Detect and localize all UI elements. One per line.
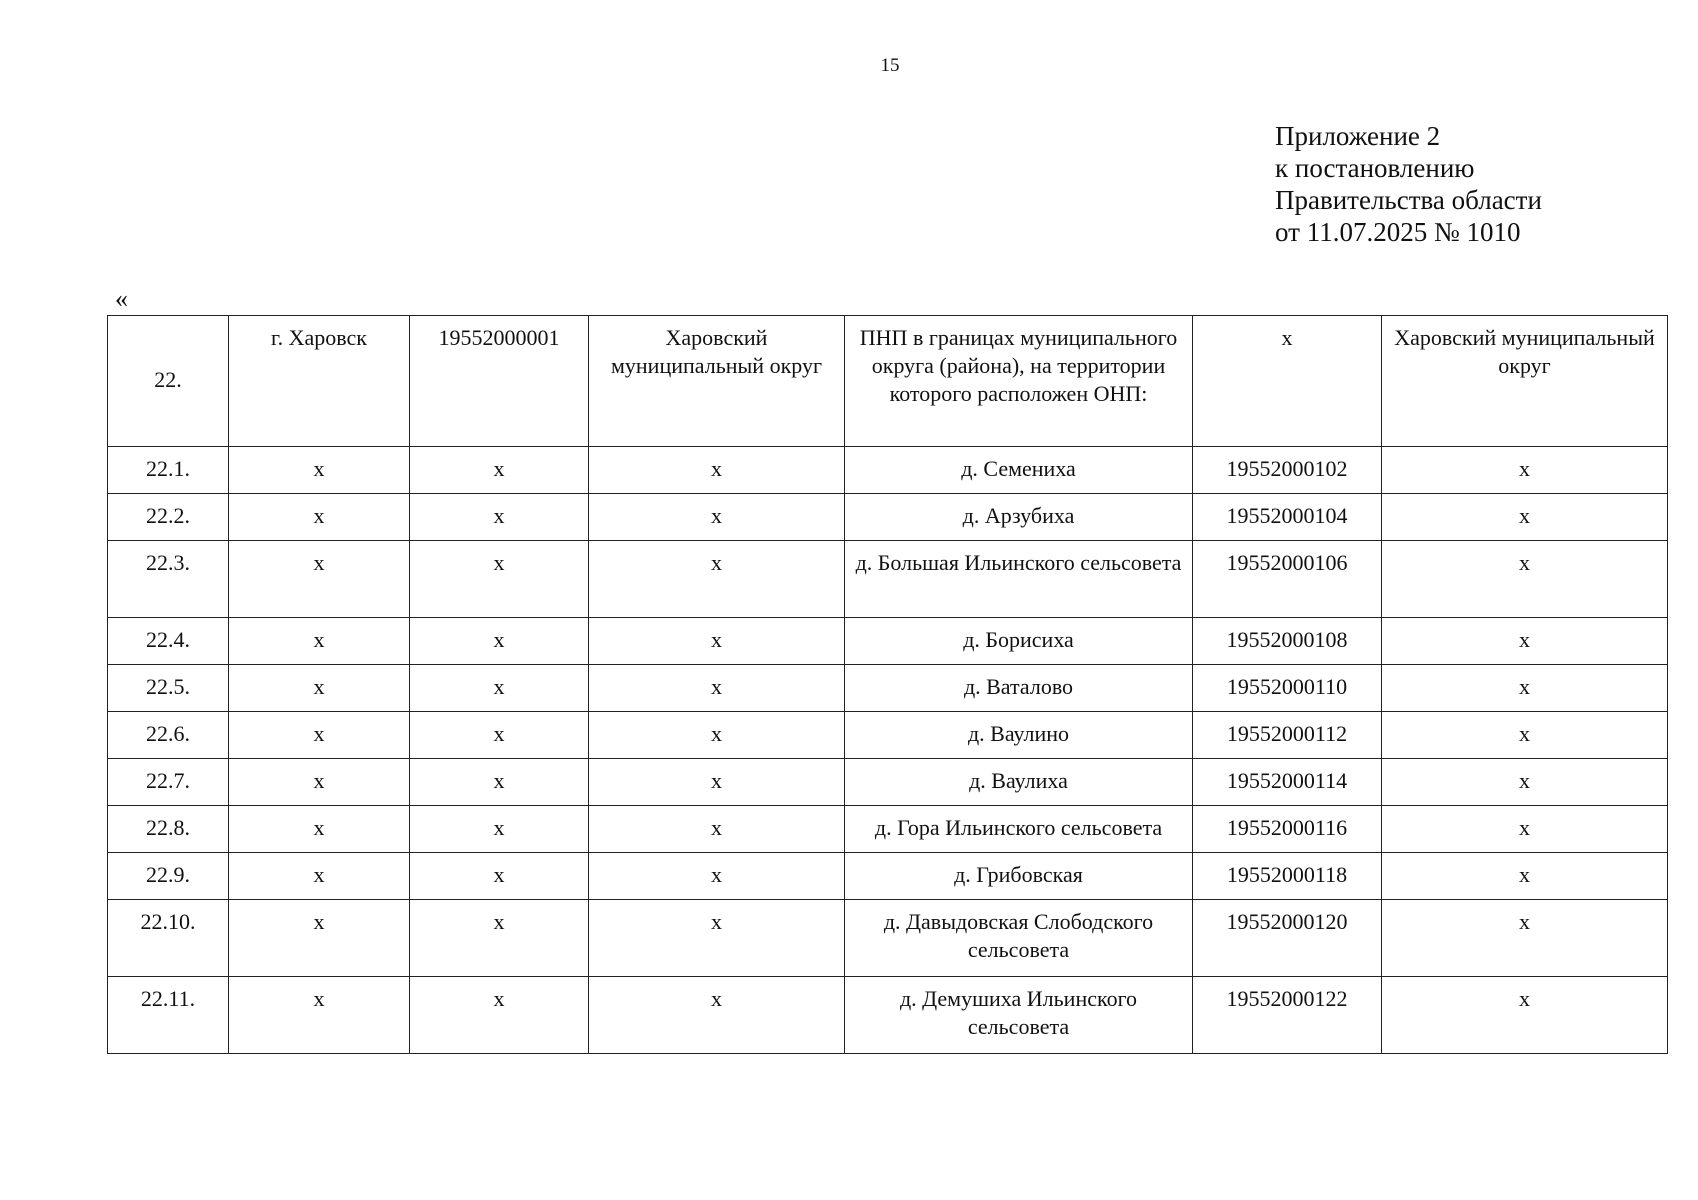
- code-cell: x: [410, 541, 589, 618]
- settlement-cell: x: [229, 665, 410, 712]
- row-number-cell: 22.1.: [108, 447, 229, 494]
- settlement-code-cell: 19552000114: [1193, 759, 1382, 806]
- row-number-cell: 22.11.: [108, 977, 229, 1054]
- district2-cell: x: [1382, 665, 1668, 712]
- row-number-cell: 22.7.: [108, 759, 229, 806]
- code-cell: 19552000001: [410, 316, 589, 447]
- code-cell: x: [410, 665, 589, 712]
- appendix-heading: [1275, 120, 1542, 248]
- row-number-cell: 22.6.: [108, 712, 229, 759]
- settlement-name-cell: д. Ваталово: [845, 665, 1193, 712]
- table-row: [108, 977, 1668, 1054]
- district2-cell: x: [1382, 900, 1668, 977]
- district2-cell: x: [1382, 806, 1668, 853]
- district-cell: x: [589, 494, 845, 541]
- row-number-cell: 22.9.: [108, 853, 229, 900]
- table-row: [108, 900, 1668, 977]
- district2-cell: x: [1382, 759, 1668, 806]
- district-cell: x: [589, 900, 845, 977]
- row-number-cell: 22.: [108, 316, 229, 447]
- settlement-code-cell: 19552000104: [1193, 494, 1382, 541]
- code-cell: x: [410, 806, 589, 853]
- code-cell: x: [410, 618, 589, 665]
- settlement-code-cell: 19552000116: [1193, 806, 1382, 853]
- settlement-name-cell: д. Давыдовская Слободского сельсовета: [845, 900, 1193, 977]
- settlement-cell: x: [229, 853, 410, 900]
- settlement-code-cell: 19552000118: [1193, 853, 1382, 900]
- appendix-line: к постановлению: [1275, 153, 1475, 183]
- district-cell: x: [589, 665, 845, 712]
- table-row: [108, 806, 1668, 853]
- district2-cell: x: [1382, 494, 1668, 541]
- table-row: [108, 541, 1668, 618]
- appendix-line: Правительства области: [1275, 185, 1542, 215]
- district-cell: x: [589, 447, 845, 494]
- settlement-name-cell: д. Семениха: [845, 447, 1193, 494]
- table-header-row: [108, 316, 1668, 447]
- settlement-name-cell: д. Гора Ильинского сельсовета: [845, 806, 1193, 853]
- row-number-cell: 22.10.: [108, 900, 229, 977]
- settlement-name-cell: д. Борисиха: [845, 618, 1193, 665]
- settlement-cell: x: [229, 618, 410, 665]
- table-row: [108, 447, 1668, 494]
- settlement-code-cell: 19552000112: [1193, 712, 1382, 759]
- district-cell: x: [589, 806, 845, 853]
- district2-cell: x: [1382, 977, 1668, 1054]
- settlement-cell: x: [229, 900, 410, 977]
- district2-cell: x: [1382, 447, 1668, 494]
- opening-quote: «: [115, 284, 128, 313]
- district-cell: x: [589, 977, 845, 1054]
- district-cell: Харовский муниципальный округ: [589, 316, 845, 447]
- table-row: [108, 618, 1668, 665]
- settlement-name-cell: д. Ваулино: [845, 712, 1193, 759]
- district-cell: x: [589, 853, 845, 900]
- settlement-name-cell: д. Ваулиха: [845, 759, 1193, 806]
- district-cell: x: [589, 618, 845, 665]
- row-number-cell: 22.2.: [108, 494, 229, 541]
- settlement-cell: x: [229, 977, 410, 1054]
- settlement-name-cell: д. Большая Ильинского сельсовета: [845, 541, 1193, 618]
- settlement-name-cell: д. Грибовская: [845, 853, 1193, 900]
- settlement-cell: x: [229, 712, 410, 759]
- code-cell: x: [410, 759, 589, 806]
- code-cell: x: [410, 900, 589, 977]
- pnp-code-cell: x: [1193, 316, 1382, 447]
- pnp-description-cell: ПНП в границах муниципального округа (района), на территории которого расположен ОНП:: [845, 316, 1193, 447]
- code-cell: x: [410, 853, 589, 900]
- code-cell: x: [410, 977, 589, 1054]
- district-cell: x: [589, 541, 845, 618]
- district2-cell: x: [1382, 712, 1668, 759]
- settlement-code-cell: 19552000122: [1193, 977, 1382, 1054]
- settlement-cell: x: [229, 541, 410, 618]
- settlement-code-cell: 19552000102: [1193, 447, 1382, 494]
- row-number-cell: 22.3.: [108, 541, 229, 618]
- settlement-cell: x: [229, 447, 410, 494]
- row-number-cell: 22.8.: [108, 806, 229, 853]
- table-row: [108, 494, 1668, 541]
- table-row: [108, 853, 1668, 900]
- settlement-cell: x: [229, 759, 410, 806]
- settlement-cell: г. Харовск: [229, 316, 410, 447]
- page-number: 15: [880, 55, 900, 76]
- settlement-code-cell: 19552000106: [1193, 541, 1382, 618]
- district2-cell: x: [1382, 541, 1668, 618]
- row-number-cell: 22.4.: [108, 618, 229, 665]
- appendix-line: от 11.07.2025 № 1010: [1275, 217, 1521, 247]
- code-cell: x: [410, 447, 589, 494]
- district-cell: x: [589, 759, 845, 806]
- settlement-code-cell: 19552000110: [1193, 665, 1382, 712]
- district2-cell: x: [1382, 618, 1668, 665]
- settlement-cell: x: [229, 494, 410, 541]
- district2-cell: x: [1382, 853, 1668, 900]
- row-number-cell: 22.5.: [108, 665, 229, 712]
- table-row: [108, 665, 1668, 712]
- settlement-cell: x: [229, 806, 410, 853]
- district2-cell: Харовский муниципальный округ: [1382, 316, 1668, 447]
- settlement-name-cell: д. Арзубиха: [845, 494, 1193, 541]
- settlements-table: [107, 315, 1668, 1054]
- table-row: [108, 712, 1668, 759]
- code-cell: x: [410, 712, 589, 759]
- appendix-line: Приложение 2: [1275, 121, 1441, 151]
- settlement-code-cell: 19552000108: [1193, 618, 1382, 665]
- code-cell: x: [410, 494, 589, 541]
- district-cell: x: [589, 712, 845, 759]
- settlement-name-cell: д. Демушиха Ильинского сельсовета: [845, 977, 1193, 1054]
- settlement-code-cell: 19552000120: [1193, 900, 1382, 977]
- table-row: [108, 759, 1668, 806]
